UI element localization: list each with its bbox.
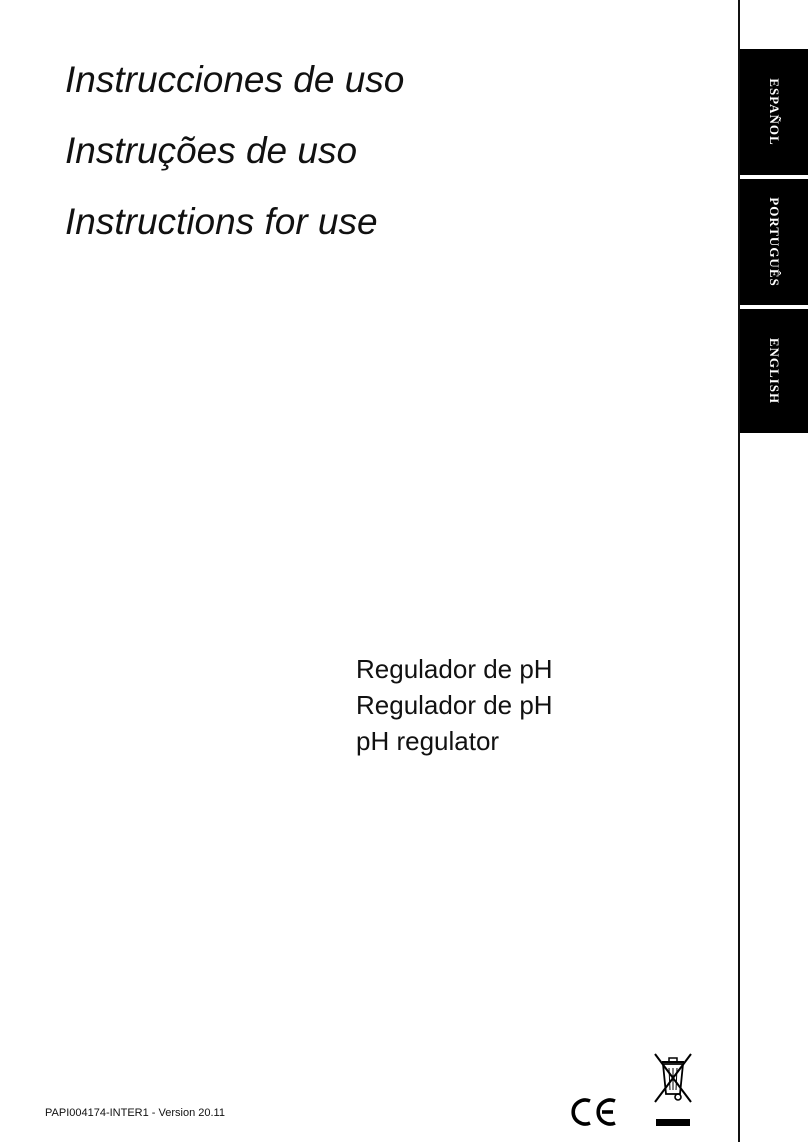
title-portuguese: Instruções de uso: [65, 130, 358, 171]
ce-marking-icon: [568, 1097, 618, 1127]
title-spanish: Instrucciones de uso: [65, 59, 405, 100]
document-reference: PAPI004174-INTER1 - Version 20.11: [45, 1107, 225, 1119]
product-name-spanish: Regulador de pH: [356, 654, 553, 684]
tab-espanol-label: ESPAÑOL: [767, 78, 782, 146]
tab-english: [740, 309, 808, 433]
tab-espanol: [740, 49, 808, 175]
language-tabs: [740, 49, 808, 433]
crossed-out-wheelie-bin-icon: [652, 1050, 694, 1138]
manual-titles: [65, 44, 404, 257]
product-name-english: pH regulator: [356, 726, 500, 756]
product-name-portuguese: Regulador de pH: [356, 690, 553, 720]
tab-english-label: ENGLISH: [767, 337, 782, 405]
tab-portugues: [740, 179, 808, 305]
title-english: Instructions for use: [65, 201, 378, 242]
product-names: [356, 651, 553, 759]
tab-portugues-label: PORTUGUÊS: [767, 197, 782, 287]
